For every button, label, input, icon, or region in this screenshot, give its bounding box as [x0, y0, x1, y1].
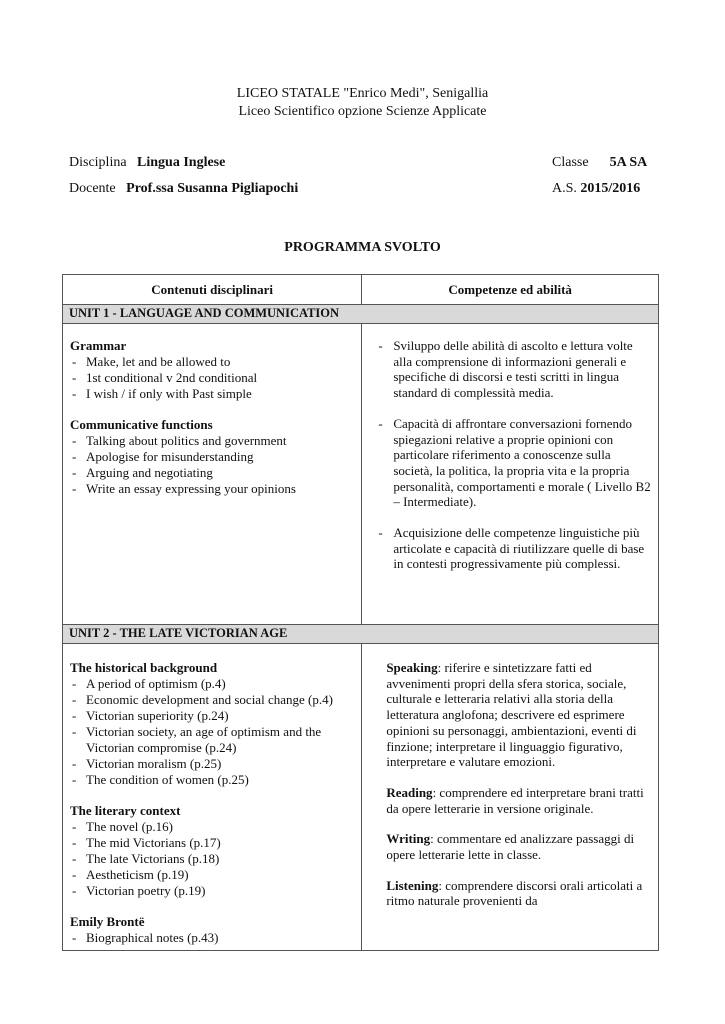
list-item: - A period of optimism (p.4) [70, 676, 355, 692]
unit2-contents [63, 644, 362, 951]
disciplina-value: Lingua Inglese [137, 155, 226, 170]
historical-list [70, 676, 355, 788]
program-title: PROGRAMMA SVOLTO [284, 240, 441, 255]
listening-label: Listening [386, 877, 439, 893]
writing-text: : commentare ed analizzare passaggi di opere letterarie lette in classe. [386, 831, 635, 863]
list-item: - Biographical notes (p.43) [70, 930, 355, 946]
as-row [552, 181, 640, 197]
listening-paragraph [386, 878, 652, 909]
skills-list [370, 338, 652, 572]
disciplina-row [69, 155, 225, 171]
author-heading: Emily Brontë [70, 914, 145, 929]
reading-text: : comprendere ed interpretare brani tratti da opere letterarie in versione originale. [386, 784, 644, 816]
school-subtitle: Liceo Scientifico opzione Scienze Applicate [238, 104, 487, 119]
classe-label: Classe [552, 155, 589, 170]
program-table [62, 274, 659, 951]
as-label: A.S. [552, 181, 577, 196]
speaking-text: : riferire e sintetizzare fatti ed avvenimenti propri della sfera storica, sociale, culturale e letteraria relativi alla storia della letteratura anglofona; descrivere ed esprimere opinioni su personaggi, ambientazioni, eventi di finzione; interpretare il linguaggio figurativo, interpretare e valutare emozioni. [386, 660, 637, 770]
docente-label: Docente [69, 181, 116, 196]
unit2-skills [362, 644, 659, 951]
col-header-contents: Contenuti disciplinari [63, 275, 362, 305]
list-item: - I wish / if only with Past simple [70, 386, 355, 402]
list-item: - Economic development and social change (p.4) [70, 692, 355, 708]
unit1-contents [63, 324, 362, 625]
list-item: - The novel (p.16) [70, 819, 355, 835]
as-value: 2015/2016 [580, 181, 641, 196]
docente-value: Prof.ssa Susanna Pigliapochi [126, 181, 299, 196]
docente-row [69, 181, 298, 197]
classe-value: 5A SA [609, 155, 648, 170]
list-item: - The late Victorians (p.18) [70, 851, 355, 867]
list-item: - Apologise for misunderstanding [70, 449, 355, 465]
unit1-title: UNIT 1 - LANGUAGE AND COMMUNICATION [63, 305, 659, 324]
speaking-paragraph [386, 660, 652, 770]
reading-label: Reading [386, 784, 433, 800]
list-item: - 1st conditional v 2nd conditional [70, 370, 355, 386]
reading-paragraph [386, 785, 652, 816]
col-header-skills: Competenze ed abilità [362, 275, 659, 305]
list-item: - Victorian society, an age of optimism and the Victorian compromise (p.24) [70, 724, 355, 756]
writing-label: Writing [386, 831, 431, 847]
literary-heading: The literary context [70, 803, 181, 818]
listening-text: : comprendere discorsi orali articolati a ritmo naturale provenienti da [386, 877, 643, 909]
functions-heading: Communicative functions [70, 417, 213, 432]
unit1-skills [362, 324, 659, 625]
writing-paragraph [386, 831, 652, 862]
functions-list [70, 433, 355, 497]
disciplina-label: Disciplina [69, 155, 127, 170]
list-item: - Victorian superiority (p.24) [70, 708, 355, 724]
list-item: - The mid Victorians (p.17) [70, 835, 355, 851]
list-item: - The condition of women (p.25) [70, 772, 355, 788]
unit2-title: UNIT 2 - THE LATE VICTORIAN AGE [63, 625, 659, 644]
list-item: - Victorian moralism (p.25) [70, 756, 355, 772]
grammar-list [70, 354, 355, 402]
list-item: - Sviluppo delle abilità di ascolto e lettura volte alla comprensione di informazioni generali e specifiche di discorsi e testi scritti in lingua standard di complessità media. [370, 338, 652, 401]
historical-heading: The historical background [70, 660, 218, 675]
list-item: - Arguing and negotiating [70, 465, 355, 481]
list-item: - Make, let and be allowed to [70, 354, 355, 370]
school-name: LICEO STATALE "Enrico Medi", Senigallia [236, 86, 489, 101]
list-item: - Aestheticism (p.19) [70, 867, 355, 883]
author-list [70, 930, 355, 946]
list-item: - Capacità di affrontare conversazioni fornendo spiegazioni relative a proprie opinioni con particolare riferimento a conoscenze sulla società, la politica, la propria vita e la propria personalità, comportamenti e morale ( Livello B2 – Intermediate). [370, 416, 652, 510]
list-item: - Write an essay expressing your opinions [70, 481, 355, 497]
list-item: - Victorian poetry (p.19) [70, 883, 355, 899]
list-item: - Acquisizione delle competenze linguistiche più articolate e capacità di riutilizzare quelle di base in contesti progressivamente più complessi. [370, 525, 652, 572]
speaking-label: Speaking [386, 660, 438, 675]
list-item: - Talking about politics and government [70, 433, 355, 449]
grammar-heading: Grammar [70, 338, 127, 353]
classe-row [552, 155, 647, 171]
literary-list [70, 819, 355, 899]
